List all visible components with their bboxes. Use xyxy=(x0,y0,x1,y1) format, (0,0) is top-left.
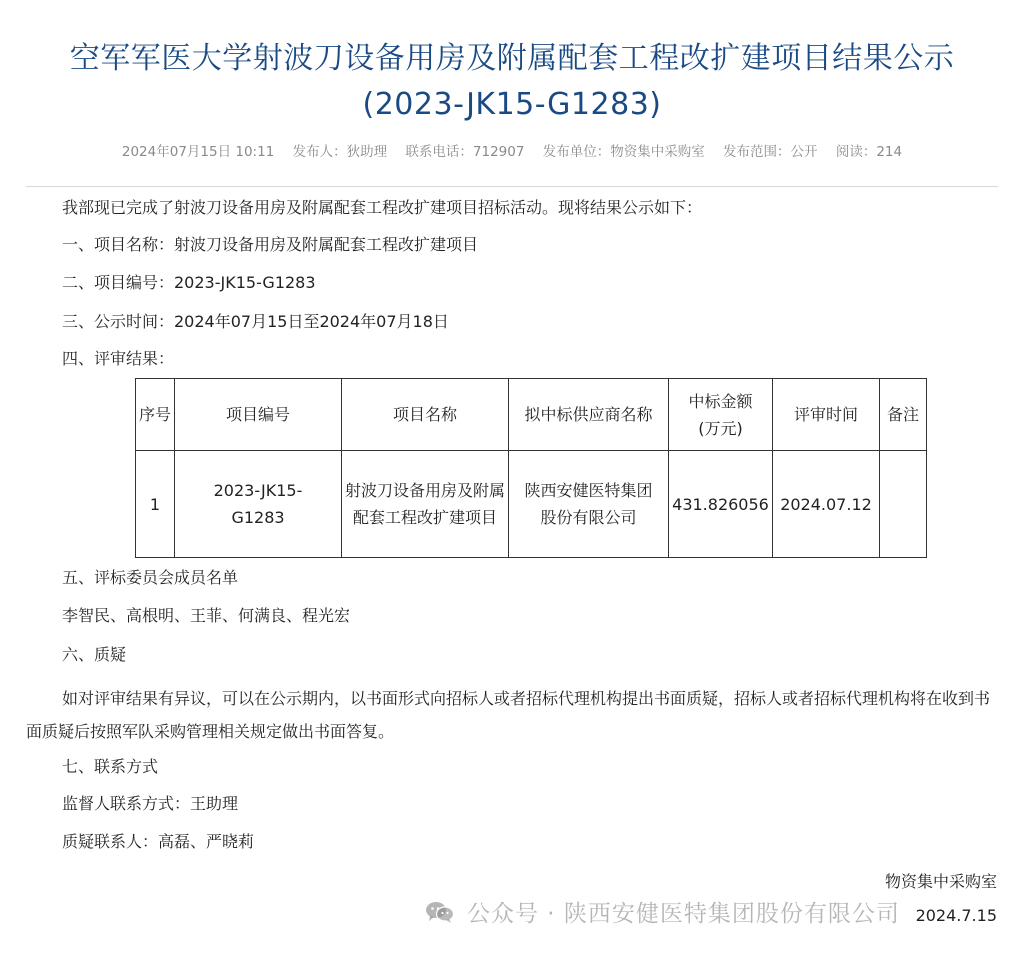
objection-contact: 质疑联系人：高磊、严晓莉 xyxy=(62,832,255,851)
table-header-row xyxy=(136,379,927,451)
item-project-name: 一、项目名称：射波刀设备用房及附属配套工程改扩建项目 xyxy=(62,235,479,254)
meta-phone: 联系电话：712907 xyxy=(405,144,525,160)
item-objection: 六、质疑 xyxy=(62,645,127,664)
article-meta xyxy=(0,140,1024,160)
cell-code: 2023-JK15-G1283 xyxy=(175,451,342,558)
header-supplier: 拟中标供应商名称 xyxy=(509,379,669,451)
cell-name: 射波刀设备用房及附属配套工程改扩建项目 xyxy=(342,451,509,558)
header-remark: 备注 xyxy=(880,379,927,451)
header-amount-line2: (万元) xyxy=(698,418,743,438)
watermark xyxy=(425,895,900,928)
signature-date: 2024.7.15 xyxy=(915,906,997,925)
header-seq: 序号 xyxy=(136,379,175,451)
cell-amount: 431.826056 xyxy=(669,451,773,558)
header-name: 项目名称 xyxy=(342,379,509,451)
signature-unit: 物资集中采购室 xyxy=(884,872,997,891)
item-project-code: 二、项目编号：2023-JK15-G1283 xyxy=(62,273,316,292)
meta-unit: 发布单位：物资集中采购室 xyxy=(542,144,705,160)
cell-supplier: 陕西安健医特集团股份有限公司 xyxy=(509,451,669,558)
meta-reads: 阅读：214 xyxy=(835,144,903,160)
header-divider xyxy=(26,186,998,187)
title-line-1: 空军军医大学射波刀设备用房及附属配套工程改扩建项目结果公示 xyxy=(69,41,955,76)
header-code: 项目编号 xyxy=(175,379,342,451)
meta-publisher: 发布人：狄助理 xyxy=(292,144,388,160)
meta-datetime: 2024年07月15日 10:11 xyxy=(121,144,275,160)
item-publicity-period: 三、公示时间：2024年07月15日至2024年07月18日 xyxy=(62,312,449,331)
objection-paragraph: 如对评审结果有异议，可以在公示期内，以书面形式向招标人或者招标代理机构提出书面质疑，招标人或者招标代理机构将在收到书面质疑后按照军队采购管理相关规定做出书面答复。 xyxy=(26,689,991,741)
wechat-icon xyxy=(425,900,455,924)
result-table xyxy=(135,378,927,558)
meta-scope: 发布范围：公开 xyxy=(723,144,818,160)
watermark-text: 公众号 · 陕西安健医特集团股份有限公司 xyxy=(467,901,900,927)
item-committee: 五、评标委员会成员名单 xyxy=(62,568,239,587)
title-line-2: (2023-JK15-G1283) xyxy=(362,87,662,122)
header-amount-line1: 中标金额 xyxy=(688,391,753,411)
item-contact: 七、联系方式 xyxy=(62,757,159,776)
cell-seq: 1 xyxy=(136,451,175,558)
intro-text: 我部现已完成了射波刀设备用房及附属配套工程改扩建项目招标活动。现将结果公示如下： xyxy=(62,198,703,217)
committee-members: 李智民、高根明、王菲、何满良、程光宏 xyxy=(62,606,351,625)
header-amount xyxy=(669,379,773,451)
item-review-result: 四、评审结果： xyxy=(62,349,175,368)
supervisor-contact: 监督人联系方式：王助理 xyxy=(62,794,239,813)
page-title xyxy=(0,36,1024,128)
table-row xyxy=(136,451,927,558)
cell-remark xyxy=(880,451,927,558)
header-review-time: 评审时间 xyxy=(773,379,880,451)
cell-review-time: 2024.07.12 xyxy=(773,451,880,558)
